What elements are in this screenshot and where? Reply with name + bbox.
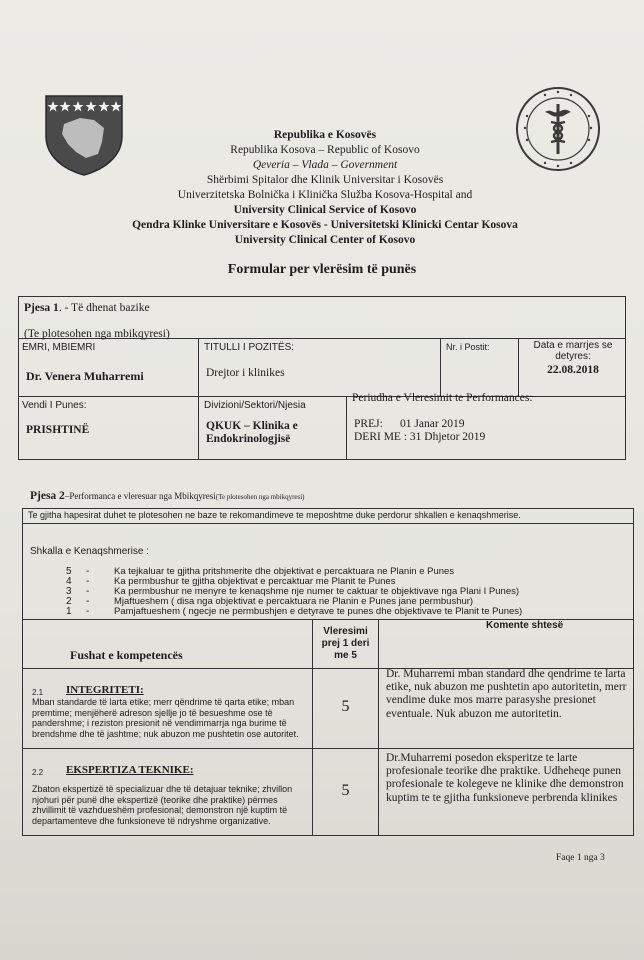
institution-header	[90, 128, 560, 248]
workplace-label: Vendi I Punes:	[22, 400, 87, 411]
division-value-1: QKUK – Klinika e	[206, 420, 298, 432]
division-value-2: Endokrinologjisë	[206, 433, 291, 445]
form-title: Formular per vlerësim të punës	[227, 262, 417, 277]
row-rating: 5	[341, 782, 350, 799]
header-line-3: Qeveria – Vlada – Government	[252, 159, 398, 171]
rating-column-header-3: me 5	[334, 650, 357, 661]
post-number-label: Nr. i Postit:	[446, 342, 490, 352]
scale-item: 3 - Ka permbushur ne menyre te kenaqshme nje numer te caktuar te objektivave nga Plani I Punes)	[66, 586, 520, 597]
period-from: PREJ: 01 Janar 2019	[354, 418, 465, 430]
page-footer: Faqe 1 nga 3	[556, 853, 605, 863]
comments-column-header: Komente shtesë	[486, 620, 564, 631]
scale-item: 1 - Pamjaftueshem ( ngecje ne permbushjen e detyrave te punes dhe objektivave te Planit te Punes)	[66, 606, 523, 617]
period-label: Periudha e Vleresimit te Performances:	[352, 392, 533, 404]
scale-item: 2 - Mjaftueshem ( disa nga objektivat e percaktuara ne Planin e Punes jane permbushur)	[66, 596, 474, 607]
row-title: INTEGRITETI:	[66, 684, 144, 696]
header-line-1: Republika e Kosovës	[273, 129, 377, 141]
row-rating: 5	[341, 698, 350, 715]
header-line-4: Shërbimi Spitalor dhe Klinik Universitar i Kosovës	[206, 174, 444, 186]
row-title: EKSPERTIZA TEKNIKE:	[66, 764, 194, 776]
row-comment: Dr. Muharremi mban standard dhe qendrime te larta etike, nuk abuzon me pushtetin apo autoritetin, merr vendime duke mos marre parasyshe presionet eventuale. Nuk abuzon me autoritetin.	[386, 668, 627, 720]
row-number: 2.2	[32, 768, 44, 777]
period-to: DERI ME : 31 Dhjetor 2019	[354, 431, 486, 443]
part1-title: Pjesa 1. - Të dhenat bazike	[24, 302, 150, 314]
scale-item: 4 - Ka permbushur te gjitha objektivat e percaktuar me Planit te Punes	[66, 576, 396, 587]
header-line-2: Republika Kosova – Republic of Kosovo	[230, 144, 420, 156]
part2-title: Pjesa 2–Performanca e vleresuar nga Mbikqyresi(Te plotesohen nga mbikqyresi)	[30, 490, 305, 502]
scale-heading: Shkalla e Kenaqshmerise :	[30, 546, 149, 557]
start-date-value: 22.08.2018	[547, 364, 599, 376]
position-value: Drejtor i klinikes	[206, 367, 285, 379]
start-date-label-2: detyres:	[555, 351, 591, 362]
header-line-7: Qendra Klinke Universitare e Kosovës - Universitetski Klinicki Centar Kosova	[132, 219, 518, 231]
name-value: Dr. Venera Muharremi	[26, 369, 144, 383]
header-line-8: University Clinical Center of Kosovo	[234, 234, 416, 246]
row-number: 2.1	[32, 688, 44, 697]
start-date-label-1: Data e marrjes se	[533, 340, 613, 351]
part2-instruction: Te gjitha hapesirat duhet te plotesohen ne baze te rekomandimeve te meposhtme duke perdorur shkallen e kenaqshmerise.	[28, 510, 521, 520]
scale-item: 5 - Ka tejkaluar te gjitha pritshmerite dhe objektivat e percaktuara ne Planin e Punes	[66, 566, 455, 577]
header-line-6: University Clinical Service of Kosovo	[233, 204, 417, 216]
name-label: EMRI, MBIEMRI	[22, 342, 96, 353]
part1-subtitle: (Te plotesohen nga mbikqyresi)	[24, 328, 170, 340]
header-line-5: Univerzitetska Bolnička i Klinička Služba Kosova-Hospital and	[177, 189, 473, 201]
rating-column-header-1: Vleresimi	[323, 626, 368, 637]
row-description: Zbaton ekspertizë të specializuar dhe të detajuar teknike; zhvillon njohuri për punë dhe ekspertizë (teorike dhe praktike) përmes zhvillimit të vazhdueshëm profesional; demonstron një kuptim të departamenteve dhe funksioneve të ndryshme organizative.	[32, 784, 293, 826]
position-label: TITULLI I POZITËS:	[204, 342, 295, 353]
scale-list	[66, 566, 523, 617]
division-label: Divizioni/Sektori/Njesia	[204, 400, 306, 411]
row-description: Mban standarde të larta etike; merr qëndrime të qarta etike; mban premtime; menjëherë adreson sjellje jo të besueshme ose të pandershme; i reziston presionit në vendimmarrja nga burime të brendshme dhe të jashtme; nuk abuzon me pushtetin ose autoritet.	[32, 697, 299, 739]
workplace-value: PRISHTINË	[26, 424, 90, 436]
competence-column-header: Fushat e kompetencës	[70, 648, 183, 662]
rating-column-header-2: prej 1 deri	[321, 638, 370, 649]
row-comment: Dr.Muharremi posedon eksperitze te larte profesionale teorike dhe praktike. Udheheqe punen profesionale te kolegeve ne klinike dhe demonstron kuptim te te gjitha funksioneve perbrenda klinikes	[386, 752, 624, 804]
